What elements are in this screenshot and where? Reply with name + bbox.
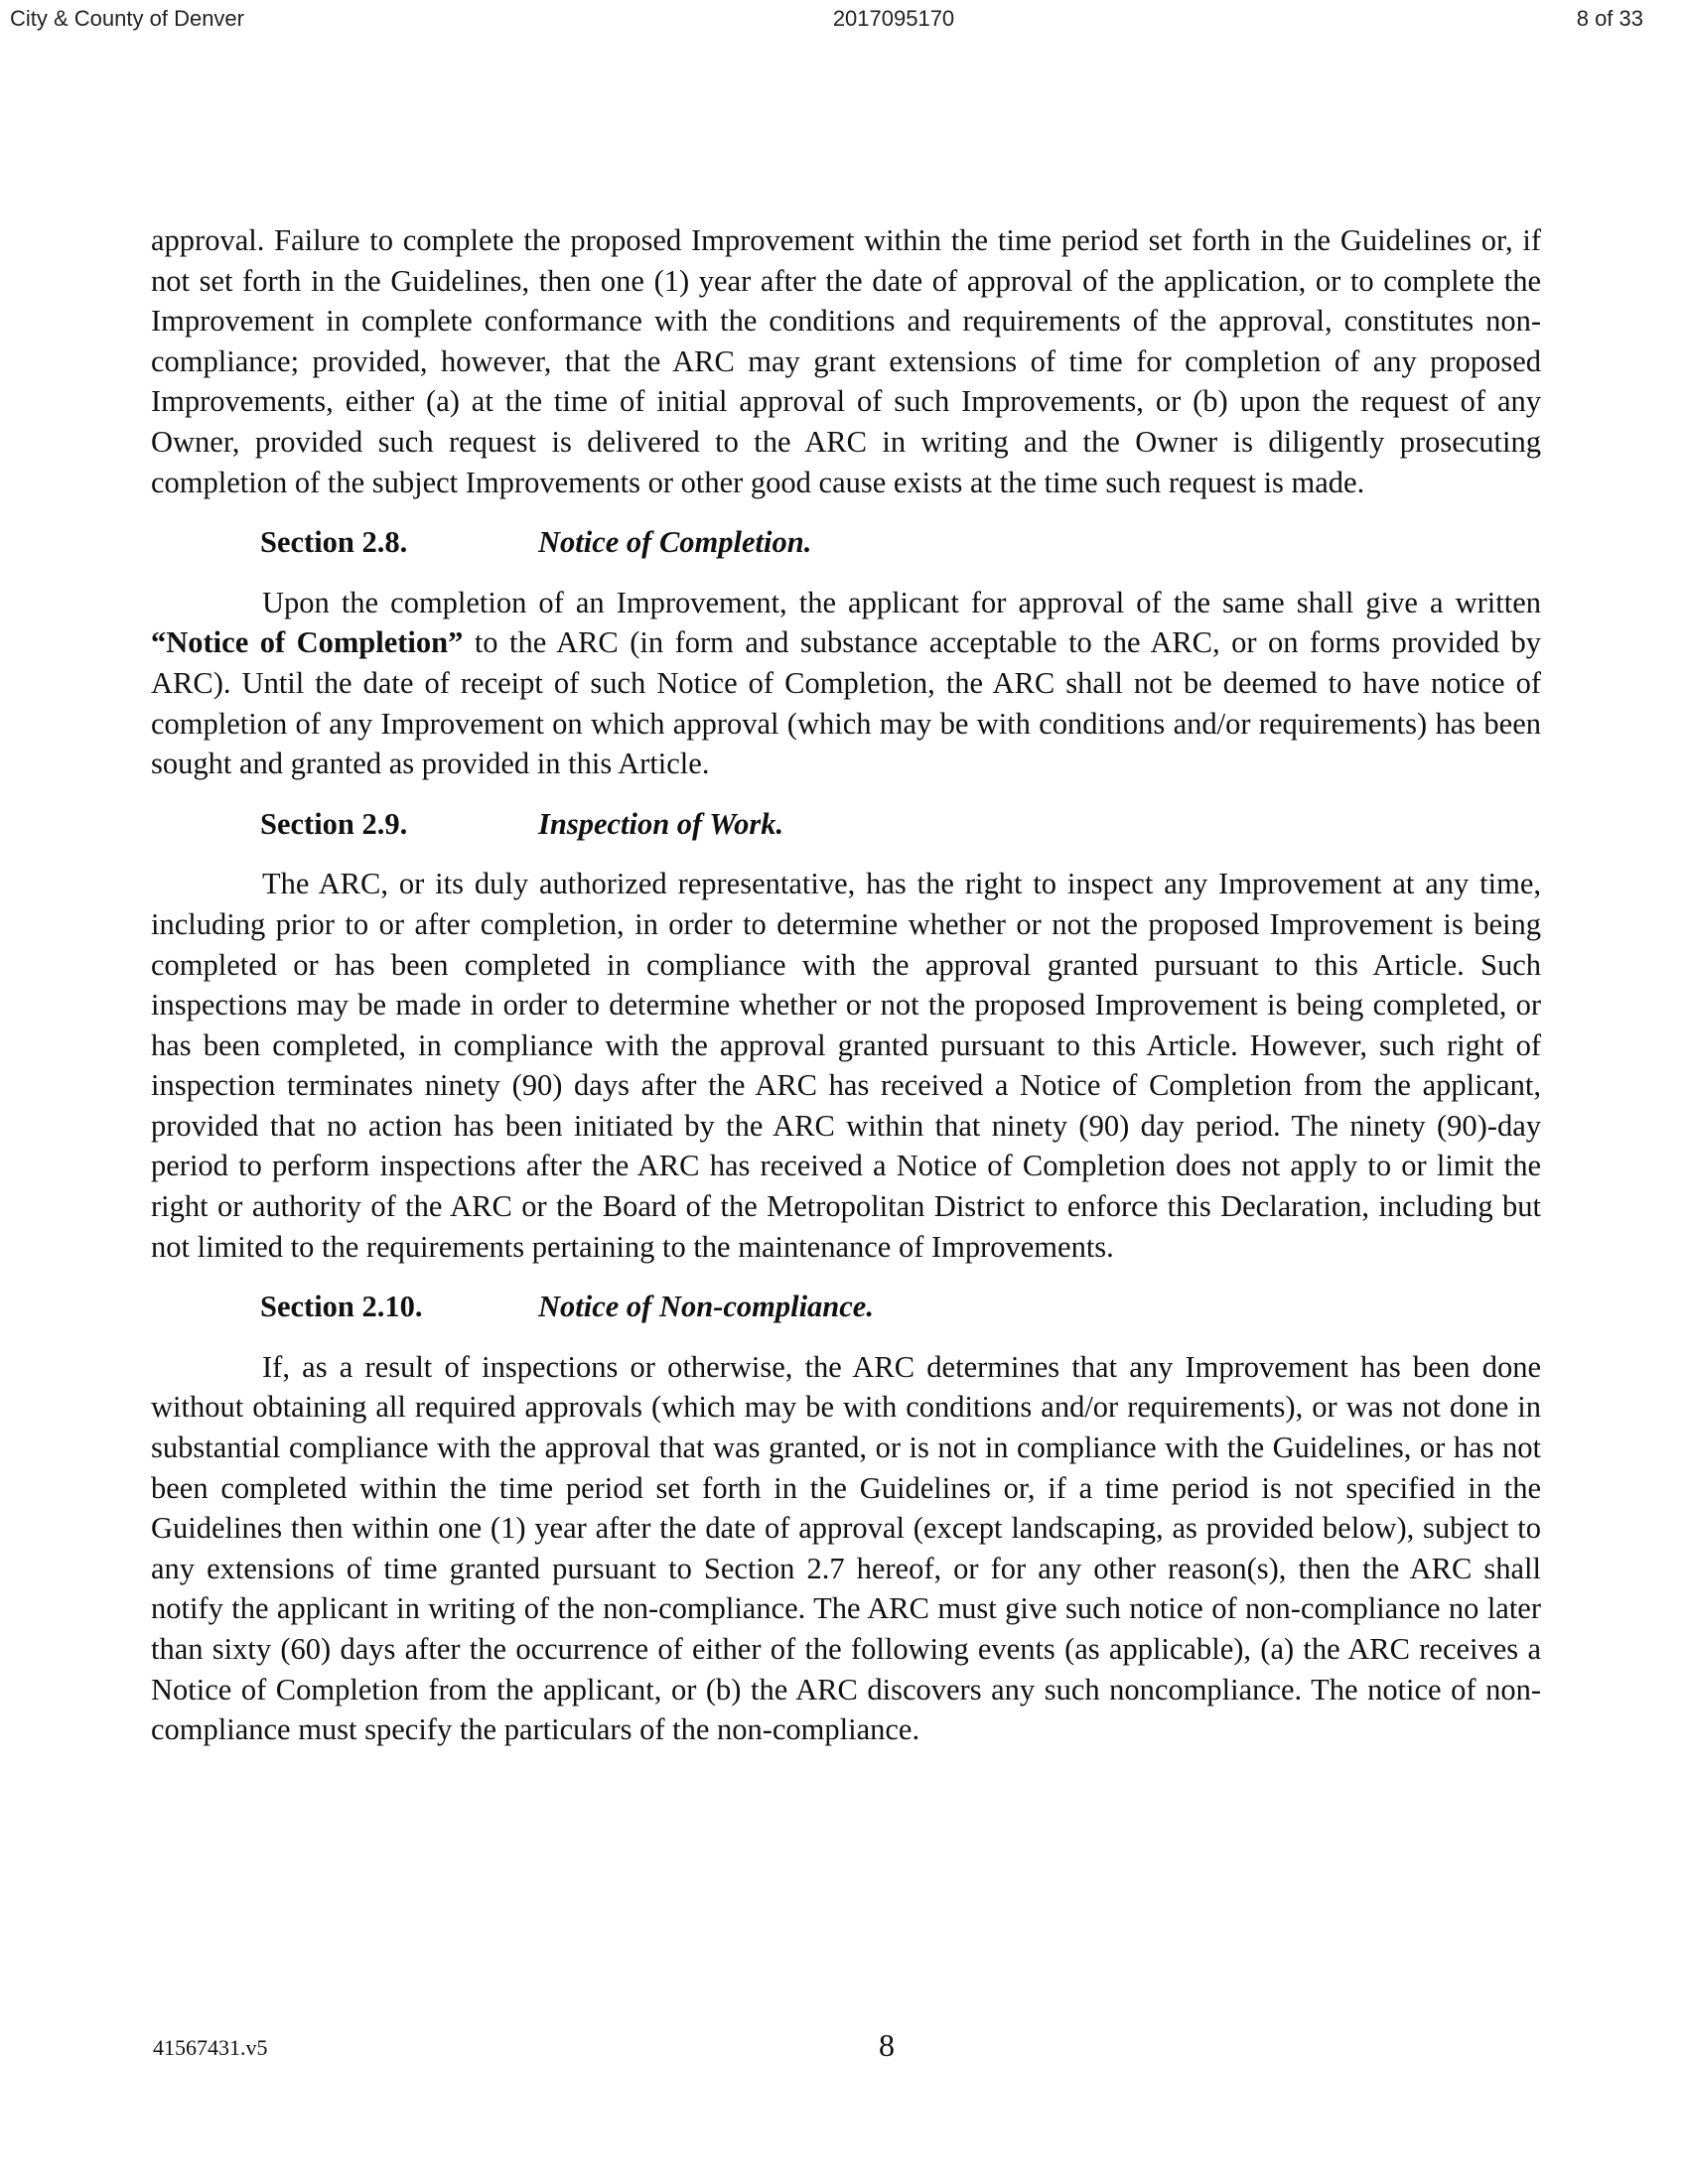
section-title: Notice of Completion. — [538, 525, 812, 560]
section-number: Section 2.10. — [260, 1290, 423, 1324]
recorder-name: City & County of Denver — [10, 6, 244, 31]
paragraph-inspection-of-work: The ARC, or its duly authorized representative, has the right to inspect any Improvement at any time, including prior to or after completion, in order to determine whether or not the proposed Improvement is being completed or has been completed in compliance with the approval granted pursuant to this Article. Such inspections may be made in order to determine whether or not the proposed Improvement is being completed, or has been completed, in compliance with the approval granted pursuant to this Article. However, such right of inspection terminates ninety (90) days after the ARC has received a Notice of Completion from the applicant, provided that no action has been initiated by the ARC within that ninety (90) day period. The ninety (90)-day period to perform inspections after the ARC has received a Notice of Completion does not apply to or limit the right or authority of the ARC or the Board of the Metropolitan District to enforce this Declaration, including but not limited to the requirements pertaining to the maintenance of Improvements. — [151, 867, 1541, 1264]
paragraph-text: to the ARC (in form and substance acceptable to the ARC, or on forms provided by ARC). Until the date of receipt of such Notice of Completion, the ARC shall not be deemed to have notice of completion of any Improvement on which approval (which may be with conditions and/or requirements) has been sought and granted as provided in this Article. — [151, 625, 1542, 781]
page-header — [0, 6, 1688, 36]
paragraph-approval-continued: approval. Failure to complete the proposed Improvement within the time period set forth in the Guidelines or, if not set forth in the Guidelines, then one (1) year after the date of approval of the application, or to complete the Improvement in complete conformance with the conditions and requirements of the approval, constitutes non-compliance; provided, however, that the ARC may grant extensions of time for completion of any proposed Improvements, either (a) at the time of initial approval of such Improvements, or (b) upon the request of any Owner, provided such request is delivered to the ARC in writing and the Owner is diligently prosecuting completion of the subject Improvements or other good cause exists at the time such request is made. — [151, 223, 1541, 499]
section-heading-2-8 — [260, 522, 1541, 563]
section-title: Notice of Non-compliance. — [538, 1290, 874, 1324]
section-heading-2-9 — [260, 804, 1541, 845]
page-count: 8 of 33 — [1576, 6, 1643, 31]
document-id: 41567431.v5 — [153, 2035, 268, 2060]
paragraph-notice-of-completion — [151, 583, 1541, 784]
section-heading-2-10 — [260, 1287, 1541, 1327]
reception-number: 2017095170 — [832, 6, 955, 31]
section-number: Section 2.9. — [260, 806, 408, 841]
section-title: Inspection of Work. — [538, 806, 784, 841]
page-number: 8 — [879, 2027, 895, 2063]
defined-term: “Notice of Completion” — [151, 625, 464, 660]
document-body — [151, 220, 1541, 1750]
section-number: Section 2.8. — [260, 525, 408, 560]
paragraph-notice-of-non-compliance: If, as a result of inspections or otherwise, the ARC determines that any Improvement has been done without obtaining all required approvals (which may be with conditions and/or requirements), or was not done in substantial compliance with the approval that was granted, or is not in compliance with the Guidelines, or has not been completed within the time period set forth in the Guidelines or, if a time period is not specified in the Guidelines then within one (1) year after the date of approval (except landscaping, as provided below), subject to any extensions of time granted pursuant to Section 2.7 hereof, or for any other reason(s), then the ARC shall notify the applicant in writing of the non-compliance. The ARC must give such notice of non-compliance no later than sixty (60) days after the occurrence of either of the following events (as applicable), (a) the ARC receives a Notice of Completion from the applicant, or (b) the ARC discovers any such noncompliance. The notice of non-compliance must specify the particulars of the non-compliance. — [151, 1349, 1541, 1747]
paragraph-text: Upon the completion of an Improvement, the applicant for approval of the same shall give a written — [262, 585, 1541, 619]
